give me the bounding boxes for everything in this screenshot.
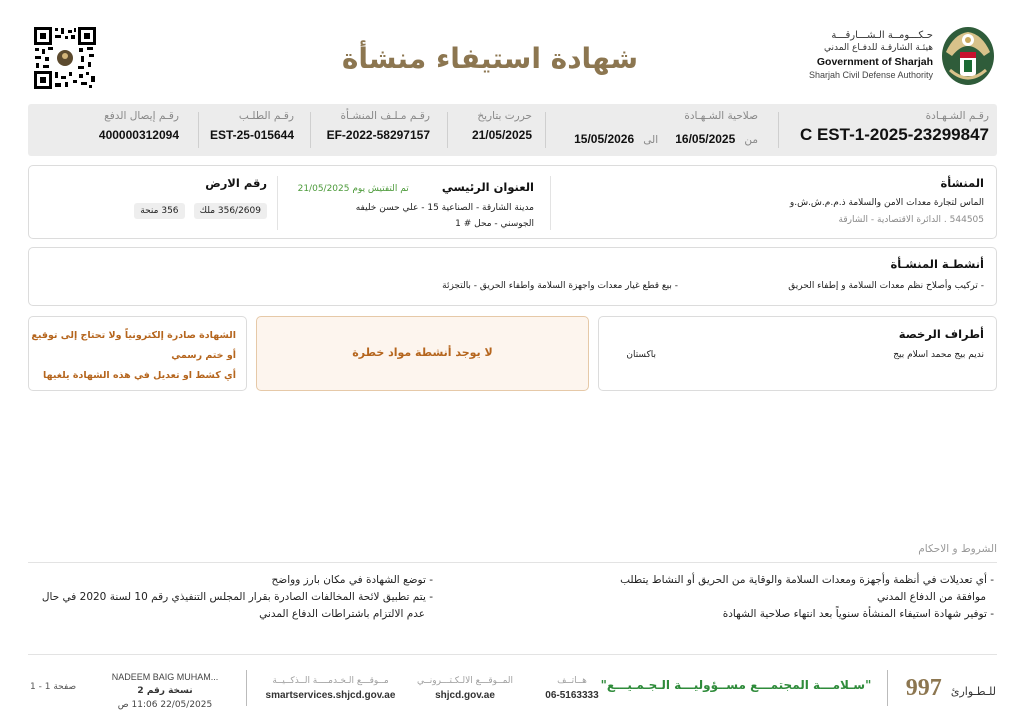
gov-arabic-name: حـكـــومــة الـشـــارقـــة <box>831 30 933 41</box>
footer-slogan: "سـلامـــة المجتمـــع مســؤوليـــة الـجـمـيـــع" <box>600 678 872 692</box>
valid-to-date: 15/05/2026 <box>574 132 635 146</box>
note-line-2: أو ختم رسمي <box>171 350 236 361</box>
land-section <box>137 176 267 219</box>
activities-title: أنشطـة المنشـأة <box>890 257 984 271</box>
validity-cell <box>533 110 758 147</box>
phone-block <box>536 676 608 701</box>
printed-by-user: NADEEM BAIG MUHAM... <box>111 672 219 682</box>
address-section <box>274 176 534 229</box>
cert-number: C EST-1-2025-23299847 <box>799 125 989 144</box>
activity-item-1: - تركيب وأصلاح نظم معدات السلامة و إطفاء الحريق <box>788 281 984 291</box>
smart-service-link[interactable]: smartservices.shjcd.gov.ae <box>265 690 396 701</box>
license-parties-box <box>598 316 997 391</box>
authority-arabic-name: هيئـة الشارقـة للدفـاع المدني <box>823 43 933 53</box>
printed-datetime: 22/05/2025 11:06 ص <box>117 700 213 710</box>
receipt-number: 400000312094 <box>98 128 179 142</box>
request-number-cell <box>199 110 294 142</box>
land-title: رقم الارض <box>205 176 267 190</box>
term-left-2b: عدم الالتزام باشتراطات الدفاع المدني <box>259 608 425 620</box>
term-right-1: - أي تعديلات في أنظمة وأجهزة ومعدات السلامة والوقاية من الحريق أو النشاط يتطلب <box>620 574 994 586</box>
facility-box <box>28 165 997 239</box>
term-right-2: - توفير شهادة استيفاء المنشأة سنوياً بعد انتهاء صلاحية الشهادة <box>722 608 994 620</box>
to-label: الى <box>643 134 659 146</box>
land-chip-owned: 356/2609 ملك <box>194 203 267 219</box>
website-block <box>400 676 530 701</box>
authority-english-name: Sharjah Civil Defense Authority <box>808 70 933 80</box>
license-parties-title: أطراف الرخصة <box>898 327 984 341</box>
hazard-text: لا يوجد أنشطة مواد خطرة <box>352 346 493 359</box>
phone-number: 06-5163333 <box>545 690 599 701</box>
address-title: العنوان الرئيسي <box>441 180 534 194</box>
file-number: EF-2022-58297157 <box>326 128 430 142</box>
validity-label: صلاحية الشـهـادة <box>684 110 758 122</box>
activities-box <box>28 247 997 306</box>
address-line-2: الجوسني - محل # 1 <box>455 219 534 229</box>
term-left-1: - توضع الشهادة في مكان بارز وواضح <box>271 574 433 586</box>
print-info-block <box>100 670 230 712</box>
term-right-1b: موافقة من الدفاع المدني <box>876 591 986 603</box>
file-number-cell <box>310 110 430 142</box>
page-number: صفحة 1 - 1 <box>30 682 77 692</box>
file-number-label: رقـم مـلـف المنشـأة <box>340 110 430 122</box>
address-line-1: مدينة الشارقة - الصناعية 15 - علي حسن خليفه <box>355 203 534 213</box>
issued-cell <box>447 110 532 142</box>
cert-number-label: رقـم الشـهـادة <box>925 110 989 122</box>
emergency-number: 997 <box>905 675 942 701</box>
facility-name: الماس لتجارة معدات الامن والسلامة ذ.م.م.ش.ش.و <box>789 198 984 208</box>
emergency-label: للـطـوارئ <box>950 685 996 698</box>
facility-department: 544505 . الدائرة الاقتصادية - الشارقة <box>838 215 984 225</box>
smart-service-label: مــوقـــع الـخـدمــــة الــذكــيــة <box>272 676 389 686</box>
gov-english-name: Government of Sharjah <box>816 56 933 68</box>
activity-item-2: - بيع قطع غيار معدات واجهزة السلامة واطفاء الحريق - بالتجزئة <box>442 281 678 291</box>
license-holder-name: نديم بيج محمد اسلام بيج <box>893 350 984 360</box>
terms-title: الشروط و الاحكام <box>918 543 997 555</box>
copy-number: نسخة رقم 2 <box>137 686 193 696</box>
smart-service-block <box>258 676 403 701</box>
license-holder-nationality: باكستان <box>626 350 656 360</box>
terms-right-column <box>574 572 994 623</box>
note-line-1: الشهادة صادرة إلكترونياً ولا تحتاج إلى توقيع <box>31 330 236 341</box>
request-number: EST-25-015644 <box>209 128 294 142</box>
phone-label: هــاتــف <box>557 676 587 686</box>
emergency-block <box>886 675 996 702</box>
inspection-date: تم التفتيش يوم 21/05/2025 <box>297 184 409 194</box>
hazard-box <box>256 316 589 391</box>
website-link[interactable]: shjcd.gov.ae <box>435 690 495 701</box>
sharjah-emblem-icon <box>940 26 996 88</box>
receipt-number-cell <box>69 110 179 142</box>
from-label: من <box>744 134 758 146</box>
valid-from-date: 16/05/2025 <box>675 132 736 146</box>
terms-left-column <box>28 572 433 623</box>
facility-section <box>564 176 984 225</box>
website-label: المــوقـــع الالـكـتـــرونــي <box>416 676 514 686</box>
certificate-info-bar <box>28 104 997 156</box>
issued-date: 21/05/2025 <box>471 128 532 142</box>
receipt-number-label: رقـم إيصال الدفع <box>104 110 179 122</box>
facility-title: المنشأة <box>940 176 984 190</box>
request-number-label: رقـم الطلـب <box>238 110 294 122</box>
government-header <box>770 30 933 80</box>
electronic-note-box <box>28 316 247 391</box>
term-left-2: - يتم تطبيق لائحة المخالفات الصادرة بقرار المجلس التنفيذي رقم 10 لسنة 2020 في حال <box>41 591 433 603</box>
issued-label: حررت بتاريخ <box>477 110 532 122</box>
cert-number-cell <box>789 110 989 145</box>
land-chip-grant: 356 منحة <box>134 203 184 219</box>
page-title: شهادة استيفاء منشأة <box>341 42 639 75</box>
note-line-3: أي كشط او تعديل في هذه الشهادة يلغيها <box>43 370 236 381</box>
qr-code <box>33 26 97 90</box>
